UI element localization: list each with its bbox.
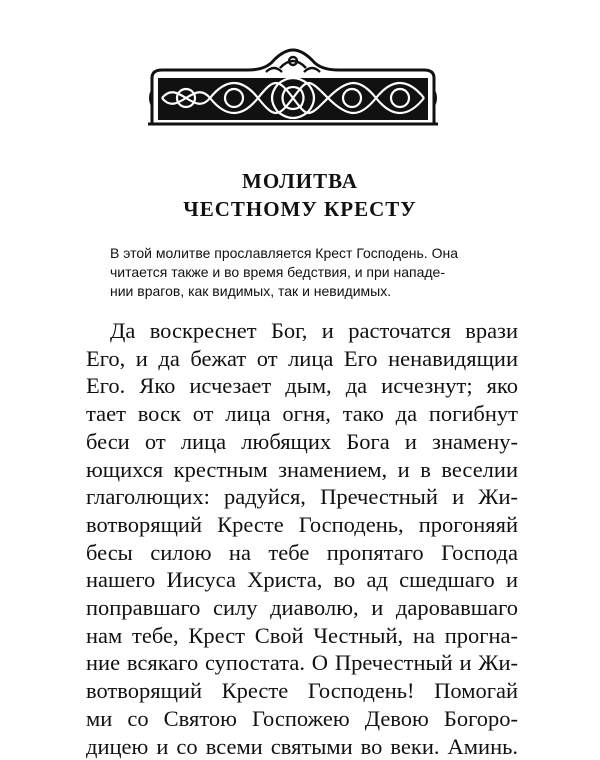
prayer-line: бесы силою на тебе пропятаго Господа (86, 539, 518, 565)
celtic-knot-headpiece-icon (148, 48, 438, 126)
prayer-text (86, 317, 518, 760)
intro-line: В этой молитве прославляется Крест Господень. Она (110, 245, 458, 261)
prayer-line: нашего Иисуса Христа, во ад сшедшаго и (86, 567, 518, 593)
prayer-line: беси от лица любящих Бога и знамену- (86, 428, 518, 454)
prayer-line: дицею и со всеми святыми во веки. Аминь. (86, 733, 518, 759)
prayer-line: тает воск от лица огня, тако да погибнут (86, 401, 518, 427)
prayer-line: Его, и да бежат от лица Его ненавидящии (86, 345, 518, 371)
prayer-line: Да воскреснет Бог, и расточатся врази (110, 318, 518, 343)
prayer-line: поправшаго силу диаволю, и даровавшаго (86, 595, 518, 621)
prayer-line: ющихся крестным знамением, и в веселии (86, 456, 518, 482)
intro-line: читается также и во время бедствия, и при нападе- (110, 264, 446, 280)
prayer-line: Его. Яко исчезает дым, да исчезнут; яко (86, 373, 518, 399)
prayer-line: нам тебе, Крест Свой Честный, на прогна- (86, 622, 518, 648)
prayer-title-line-2: ЧЕСТНОМУ КРЕСТУ (183, 197, 417, 221)
prayer-line: вотворящий Кресте Господень, прогоняяй (86, 511, 518, 537)
prayer-line: ми со Святою Госпожею Девою Богоро- (86, 705, 518, 731)
intro-line: нии врагов, как видимых, так и невидимых. (110, 283, 392, 299)
prayer-title-line-1: МОЛИТВА (242, 169, 358, 193)
prayer-introduction (110, 244, 510, 301)
prayer-line: ние всякаго супостата. О Пречестный и Жи- (86, 650, 518, 676)
prayer-line: вотворящий Кресте Господень! Помогай (86, 678, 518, 704)
prayer-line: глаголющих: радуйся, Пречестный и Жи- (86, 484, 518, 510)
